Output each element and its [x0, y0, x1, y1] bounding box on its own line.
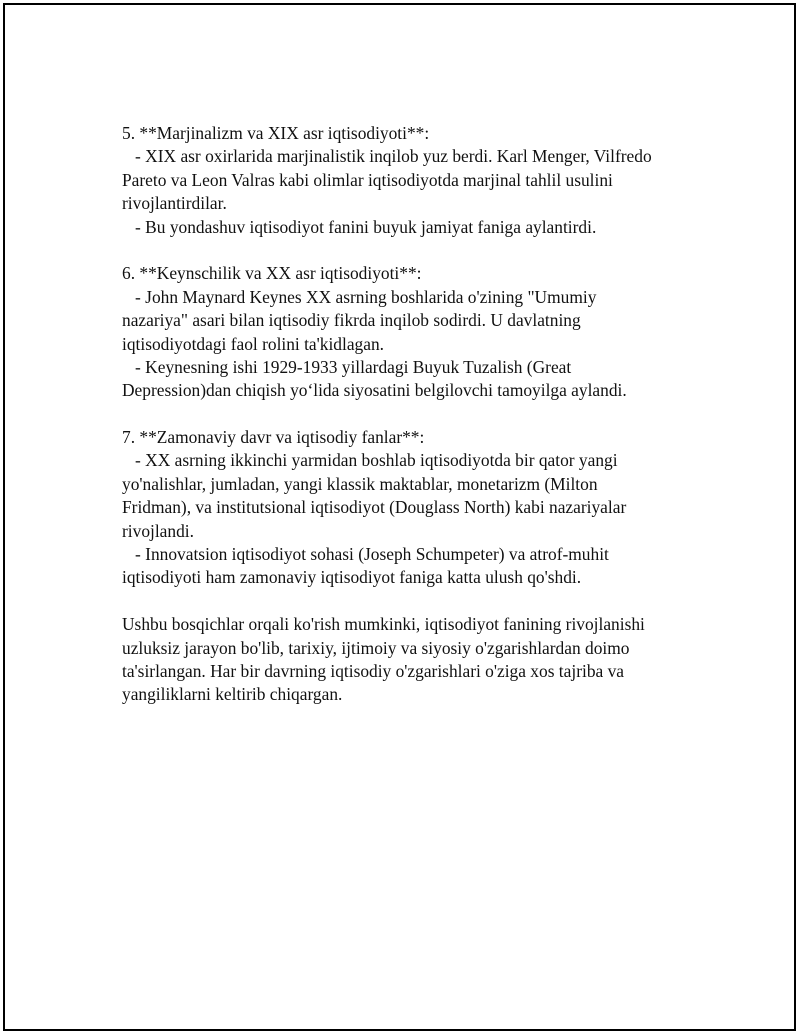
section-zamonaviy — [122, 426, 722, 590]
text-line: Depression)dan chiqish yo‘lida siyosatini belgilovchi tamoyilga aylandi. — [122, 380, 627, 401]
text-line: - John Maynard Keynes XX asrning boshlarida o'zining "Umumiy — [122, 286, 597, 307]
section-keynschilik — [122, 262, 722, 402]
text-line: ta'sirlangan. Har bir davrning iqtisodiy o'zgarishlari o'ziga xos tajriba va — [122, 660, 624, 681]
text-line: iqtisodiyotdagi faol rolini ta'kidlagan. — [122, 333, 385, 354]
document-body — [122, 122, 722, 707]
text-line: - XIX asr oxirlarida marjinalistik inqilob yuz berdi. Karl Menger, Vilfredo — [122, 146, 652, 167]
section-heading: 7. **Zamonaviy davr va iqtisodiy fanlar**: — [122, 427, 425, 448]
text-line: yo'nalishlar, jumladan, yangi klassik maktablar, monetarizm (Milton — [122, 473, 598, 494]
text-line: - Innovatsion iqtisodiyot sohasi (Joseph Schumpeter) va atrof-muhit — [122, 544, 609, 565]
section-conclusion — [122, 613, 722, 707]
text-line: rivojlandi. — [122, 520, 194, 541]
section-marjinalizm — [122, 122, 722, 239]
paragraph-spacer — [122, 403, 722, 426]
paragraph-spacer — [122, 590, 722, 613]
text-line: Ushbu bosqichlar orqali ko'rish mumkinki, iqtisodiyot fanining rivojlanishi — [122, 614, 645, 635]
section-heading: 6. **Keynschilik va XX asr iqtisodiyoti**: — [122, 263, 422, 284]
paragraph-spacer — [122, 239, 722, 262]
text-line: rivojlantirdilar. — [122, 193, 227, 214]
text-line: - XX asrning ikkinchi yarmidan boshlab iqtisodiyotda bir qator yangi — [122, 450, 618, 471]
page-frame — [3, 3, 796, 1031]
text-line: Fridman), va institutsional iqtisodiyot (Douglass North) kabi nazariyalar — [122, 497, 627, 518]
text-line: Pareto va Leon Valras kabi olimlar iqtisodiyotda marjinal tahlil usulini — [122, 169, 613, 190]
text-line: uzluksiz jarayon bo'lib, tarixiy, ijtimoiy va siyosiy o'zgarishlardan doimo — [122, 637, 630, 658]
section-heading: 5. **Marjinalizm va XIX asr iqtisodiyoti**: — [122, 123, 430, 143]
text-line: yangiliklarni keltirib chiqargan. — [122, 684, 343, 705]
text-line: nazariya" asari bilan iqtisodiy fikrda inqilob sodirdi. U davlatning — [122, 310, 581, 331]
text-line: - Keynesning ishi 1929-1933 yillardagi Buyuk Tuzalish (Great — [122, 356, 572, 377]
text-line: - Bu yondashuv iqtisodiyot fanini buyuk jamiyat faniga aylantirdi. — [122, 216, 597, 237]
text-line: iqtisodiyoti ham zamonaviy iqtisodiyot faniga katta ulush qo'shdi. — [122, 567, 582, 588]
